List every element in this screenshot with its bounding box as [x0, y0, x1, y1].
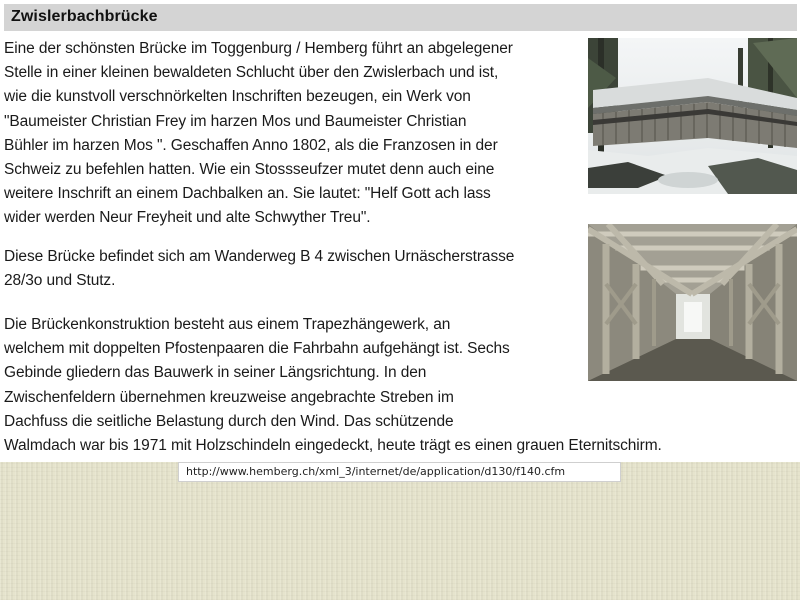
- text-line: Eine der schönsten Brücke im Toggenburg / Hemberg führt an abgelegener: [4, 40, 513, 57]
- bridge-exterior-photo: [588, 38, 797, 194]
- paragraph-construction: [4, 313, 662, 458]
- bridge-interior-photo: [588, 224, 797, 381]
- text-line: 28/3o und Stutz.: [4, 272, 116, 290]
- text-line: Dachfuss die seitliche Belastung durch den Wind. Das schützende: [4, 412, 454, 430]
- text-line: Schweiz zu befehlen hatten. Wie ein Stossseufzer mutet denn auch eine: [4, 161, 495, 179]
- text-line: Zwischenfeldern übernehmen kreuzweise angebrachte Streben im: [4, 388, 454, 406]
- text-line: Walmdach war bis 1971 mit Holzschindeln eingedeckt, heute trägt es einen grauen Eternitschirm.: [4, 437, 662, 455]
- title-bar: [4, 4, 797, 31]
- source-url-label: http://www.hemberg.ch/xml_3/internet/de/application/d130/f140.cfm: [178, 462, 621, 482]
- text-line: wie die kunstvoll verschnörkelten Inschriften bezeugen, ein Werk von: [4, 88, 471, 106]
- text-line: Stelle in einer kleinen bewaldeten Schlucht über den Zwislerbach und ist,: [4, 64, 499, 82]
- page-title: Zwislerbachbrücke: [11, 8, 158, 25]
- text-line: Gebinde gliedern das Bauwerk in seiner Längsrichtung. In den: [4, 364, 427, 382]
- text-line: Bühler im harzen Mos ". Geschaffen Anno 1802, als die Franzosen in der: [4, 136, 498, 154]
- text-line: Diese Brücke befindet sich am Wanderweg B 4 zwischen Urnäscherstrasse: [4, 248, 515, 265]
- text-line: welchem mit doppelten Pfostenpaaren die Fahrbahn aufgehängt ist. Sechs: [4, 340, 510, 358]
- text-line: weitere Inschrift an einem Dachbalken an. Sie lautet: "Helf Gott ach lass: [4, 185, 491, 203]
- text-line: wider werden Neur Freyheit und alte Schwyther Treu".: [4, 209, 371, 227]
- paragraph-location: [4, 245, 514, 293]
- paper-background: [0, 462, 800, 600]
- text-line: Die Brückenkonstruktion besteht aus einem Trapezhängewerk, an: [4, 316, 451, 333]
- text-line: "Baumeister Christian Frey im harzen Mos und Baumeister Christian: [4, 112, 467, 130]
- paragraph-history: [4, 37, 513, 231]
